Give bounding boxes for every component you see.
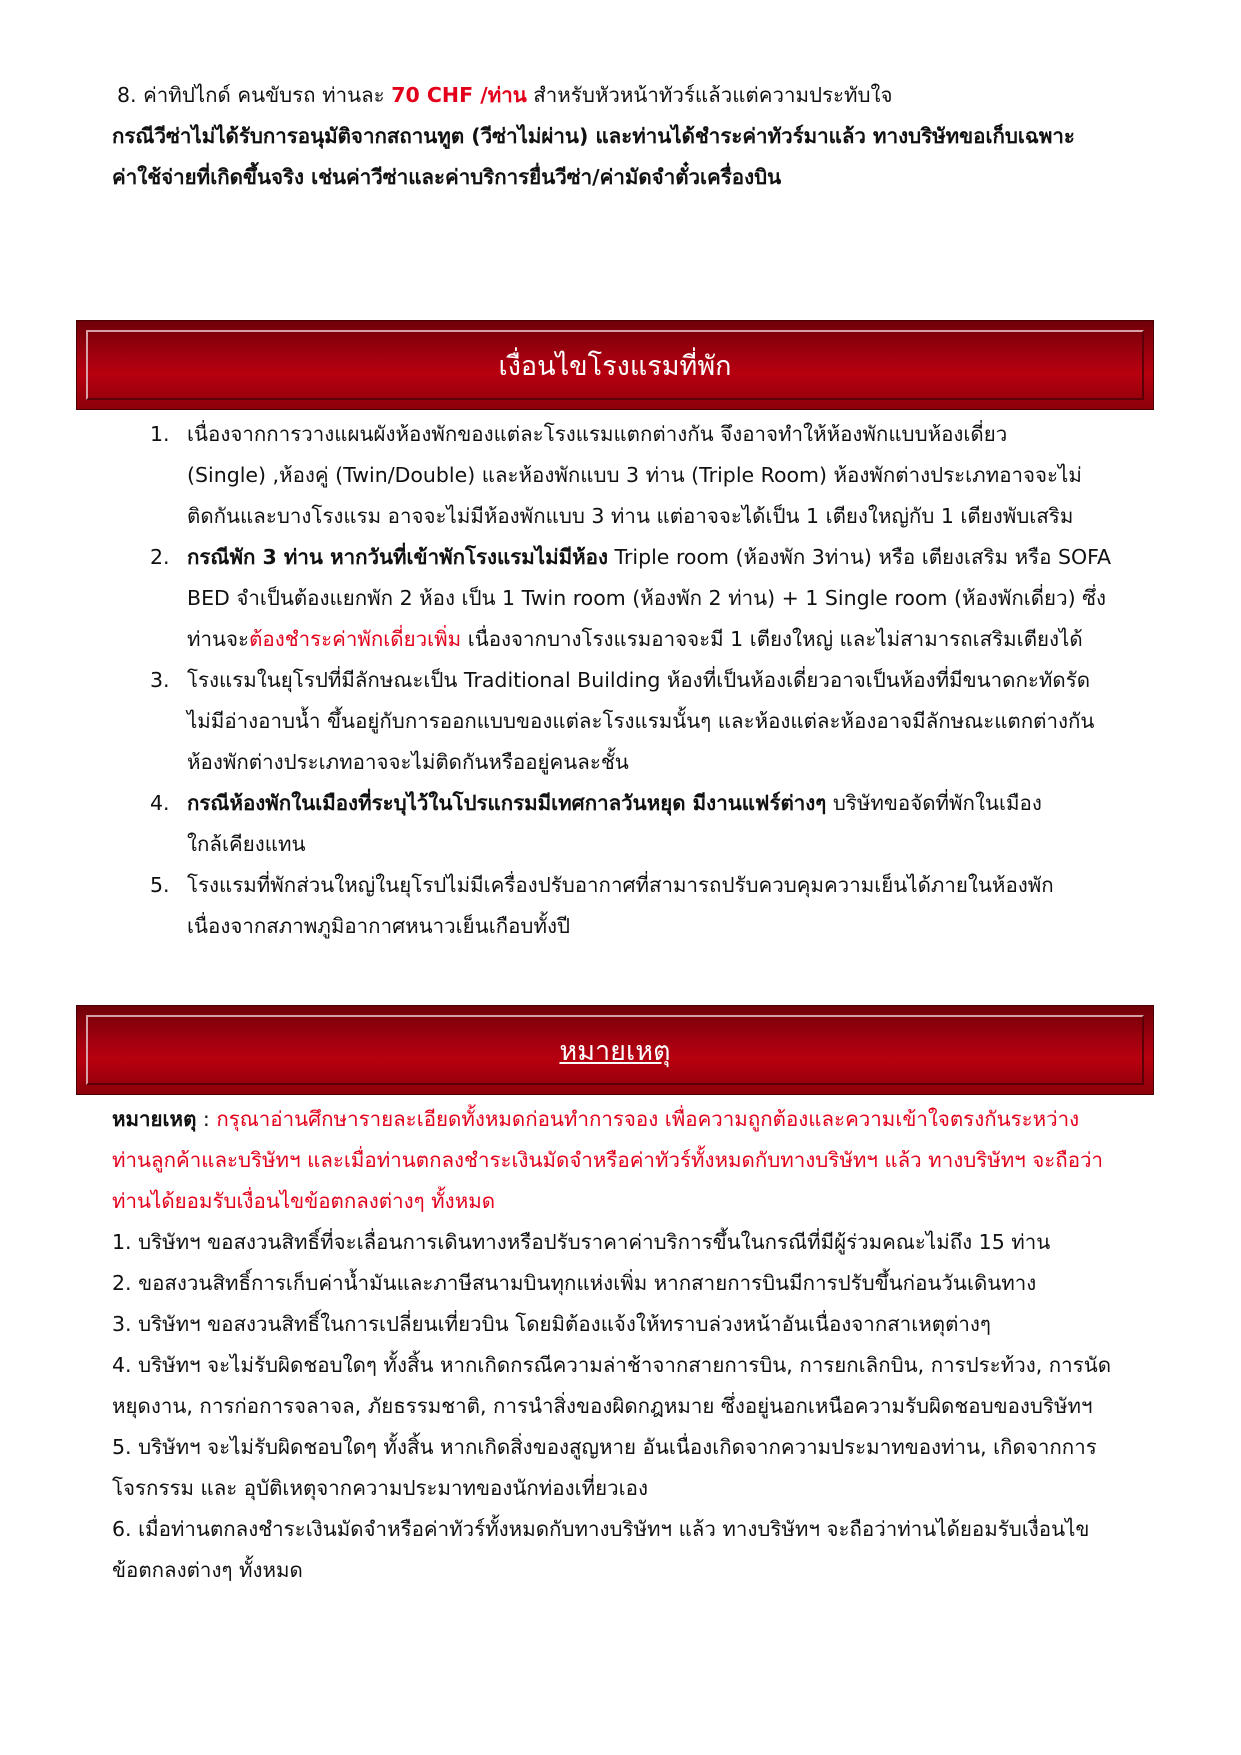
hotel-item-2-bold: กรณีพัก 3 ท่าน หากวันที่เข้าพักโรงแรมไม่มีห้อง [187,545,608,569]
hotel-item-3-line-2: ไม่มีอ่างอาบน้ำ ขึ้นอยู่กับการออกแบบของแต่ละโรงแรมนั้นๆ และห้องแต่ละห้องอาจมีลักษณะแตกต่างกัน [187,709,1095,733]
hotel-item-5-line-1: โรงแรมที่พักส่วนใหญ่ในยุโรปไม่มีเครื่องปรับอากาศที่สามารถปรับควบคุมความเย็นได้ภายในห้องพัก [187,873,1054,897]
hotel-item-4-line-2: ใกล้เคียงแทน [187,832,306,856]
note-line-4: 4. บริษัทฯ จะไม่รับผิดชอบใดๆ ทั้งสิ้น หากเกิดกรณีความล่าช้าจากสายการบิน, การยกเลิกบิน, การประท้วง, การนัด [112,1353,1112,1377]
hotel-item-2-tail: เนื่องจากบางโรงแรมอาจจะมี 1 เตียงใหญ่ และไม่สามารถเสริมเตียงได้ [461,627,1083,651]
hotel-item-2-red: ต้องชำระค่าพักเดี่ยวเพิ่ม [249,627,462,651]
hotel-item-2-line-3 [187,619,1083,659]
notes-intro-line-1 [112,1099,1079,1139]
tip-text: 8. ค่าทิปไกด์ คนขับรถ ท่านละ [117,83,392,107]
note-line-9: ข้อตกลงต่างๆ ทั้งหมด [112,1558,303,1582]
tip-line [117,75,893,115]
hotel-item-3-num: 3. [150,668,170,692]
hotel-item-2-num: 2. [150,545,170,569]
note-line-2: 2. ขอสงวนสิทธิ์การเก็บค่าน้ำมันและภาษีสนามบินทุกแห่งเพิ่ม หากสายการบินมีการปรับขึ้นก่อนวันเดินทาง [112,1271,1037,1295]
notes-intro-red-1: กรุณาอ่านศึกษารายละเอียดทั้งหมดก่อนทำการจอง เพื่อความถูกต้องและความเข้าใจตรงกันระหว่าง [216,1107,1080,1131]
hotel-item-1-num: 1. [150,422,170,446]
hotel-conditions-banner [76,320,1154,410]
visa-line-2: ค่าใช้จ่ายที่เกิดขึ้นจริง เช่นค่าวีซ่าและค่าบริการยื่นวีซ่า/ค่ามัดจำตั๋วเครื่องบิน [112,165,782,189]
hotel-conditions-title: เงื่อนไขโรงแรมที่พัก [498,350,732,382]
hotel-item-3-line-3: ห้องพักต่างประเภทอาจจะไม่ติดกันหรืออยู่คนละชั้น [187,750,629,774]
hotel-item-2-prefix: ท่านจะ [187,627,250,651]
notes-intro-line-3: ท่านได้ยอมรับเงื่อนไขข้อตกลงต่างๆ ทั้งหมด [112,1189,496,1213]
note-line-7: โจรกรรม และ อุบัติเหตุจากความประมาทของนักท่องเที่ยวเอง [112,1476,648,1500]
notes-intro-line-2: ท่านลูกค้าและบริษัทฯ และเมื่อท่านตกลงชำระเงินมัดจำหรือค่าทัวร์ทั้งหมดกับทางบริษัทฯ แล้ว ทางบริษัทฯ จะถือว่า [112,1148,1104,1172]
notes-intro-sep: : [196,1107,217,1131]
tip-price: 70 CHF /ท่าน [391,83,527,107]
notes-title: หมายเหตุ [559,1035,671,1067]
hotel-item-5-line-2: เนื่องจากสภาพภูมิอากาศหนาวเย็นเกือบทั้งปี [187,914,570,938]
note-line-5: หยุดงาน, การก่อการจลาจล, ภัยธรรมชาติ, การนำสิ่งของผิดกฎหมาย ซึ่งอยู่นอกเหนือความรับผิดชอบของบริษัทฯ [112,1394,1093,1418]
hotel-item-4-bold: กรณีห้องพักในเมืองที่ระบุไว้ในโปรแกรมมีเทศกาลวันหยุด มีงานแฟร์ต่างๆ [187,791,827,815]
hotel-item-2-line-1 [187,537,1111,577]
hotel-item-2-rest: Triple room (ห้องพัก 3ท่าน) หรือ เตียงเสริม หรือ SOFA [607,545,1112,569]
note-line-3: 3. บริษัทฯ ขอสงวนสิทธิ์ในการเปลี่ยนเที่ยวบิน โดยมิต้องแจ้งให้ทราบล่วงหน้าอันเนื่องจากสาเหตุต่างๆ [112,1312,991,1336]
hotel-item-3-line-1: โรงแรมในยุโรปที่มีลักษณะเป็น Traditional Building ห้องที่เป็นห้องเดี่ยวอาจเป็นห้องที่มีขนาดกะทัดรัด [187,668,1091,692]
hotel-item-5-num: 5. [150,873,170,897]
hotel-item-4-num: 4. [150,791,170,815]
hotel-item-4-rest: บริษัทขอจัดที่พักในเมือง [826,791,1042,815]
note-line-1: 1. บริษัทฯ ขอสงวนสิทธิ์ที่จะเลื่อนการเดินทางหรือปรับราคาค่าบริการขึ้นในกรณีที่มีผู้ร่วมคณะไม่ถึง 15 ท่าน [112,1230,1051,1254]
note-line-6: 5. บริษัทฯ จะไม่รับผิดชอบใดๆ ทั้งสิ้น หากเกิดสิ่งของสูญหาย อันเนื่องเกิดจากความประมาทของท่าน, เกิดจากการ [112,1435,1097,1459]
hotel-item-1-line-1: เนื่องจากการวางแผนผังห้องพักของแต่ละโรงแรมแตกต่างกัน จึงอาจทำให้ห้องพักแบบห้องเดี่ยว [187,422,1008,446]
hotel-item-2-line-2: BED จำเป็นต้องแยกพัก 2 ห้อง เป็น 1 Twin room (ห้องพัก 2 ท่าน) + 1 Single room (ห้องพักเดี่ยว) ซึ่ง [187,586,1107,610]
tip-suffix: สำหรับหัวหน้าทัวร์แล้วแต่ความประทับใจ [526,83,893,107]
visa-line-1: กรณีวีซ่าไม่ได้รับการอนุมัติจากสถานทูต (วีซ่าไม่ผ่าน) และท่านได้ชำระค่าทัวร์มาแล้ว ทางบริษัทขอเก็บเฉพาะ [112,124,1075,148]
notes-intro-label: หมายเหตุ [112,1107,197,1131]
notes-banner [76,1005,1154,1095]
hotel-item-1-line-3: ติดกันและบางโรงแรม อาจจะไม่มีห้องพักแบบ 3 ท่าน แต่อาจจะได้เป็น 1 เตียงใหญ่กับ 1 เตียงพับเสริม [187,504,1074,528]
note-line-8: 6. เมื่อท่านตกลงชำระเงินมัดจำหรือค่าทัวร์ทั้งหมดกับทางบริษัทฯ แล้ว ทางบริษัทฯ จะถือว่าท่านได้ยอมรับเงื่อนไข [112,1517,1090,1541]
hotel-item-1-line-2: (Single) ,ห้องคู่ (Twin/Double) และห้องพักแบบ 3 ท่าน (Triple Room) ห้องพักต่างประเภทอาจจะไม่ [187,463,1082,487]
hotel-item-4-line-1 [187,783,1042,823]
